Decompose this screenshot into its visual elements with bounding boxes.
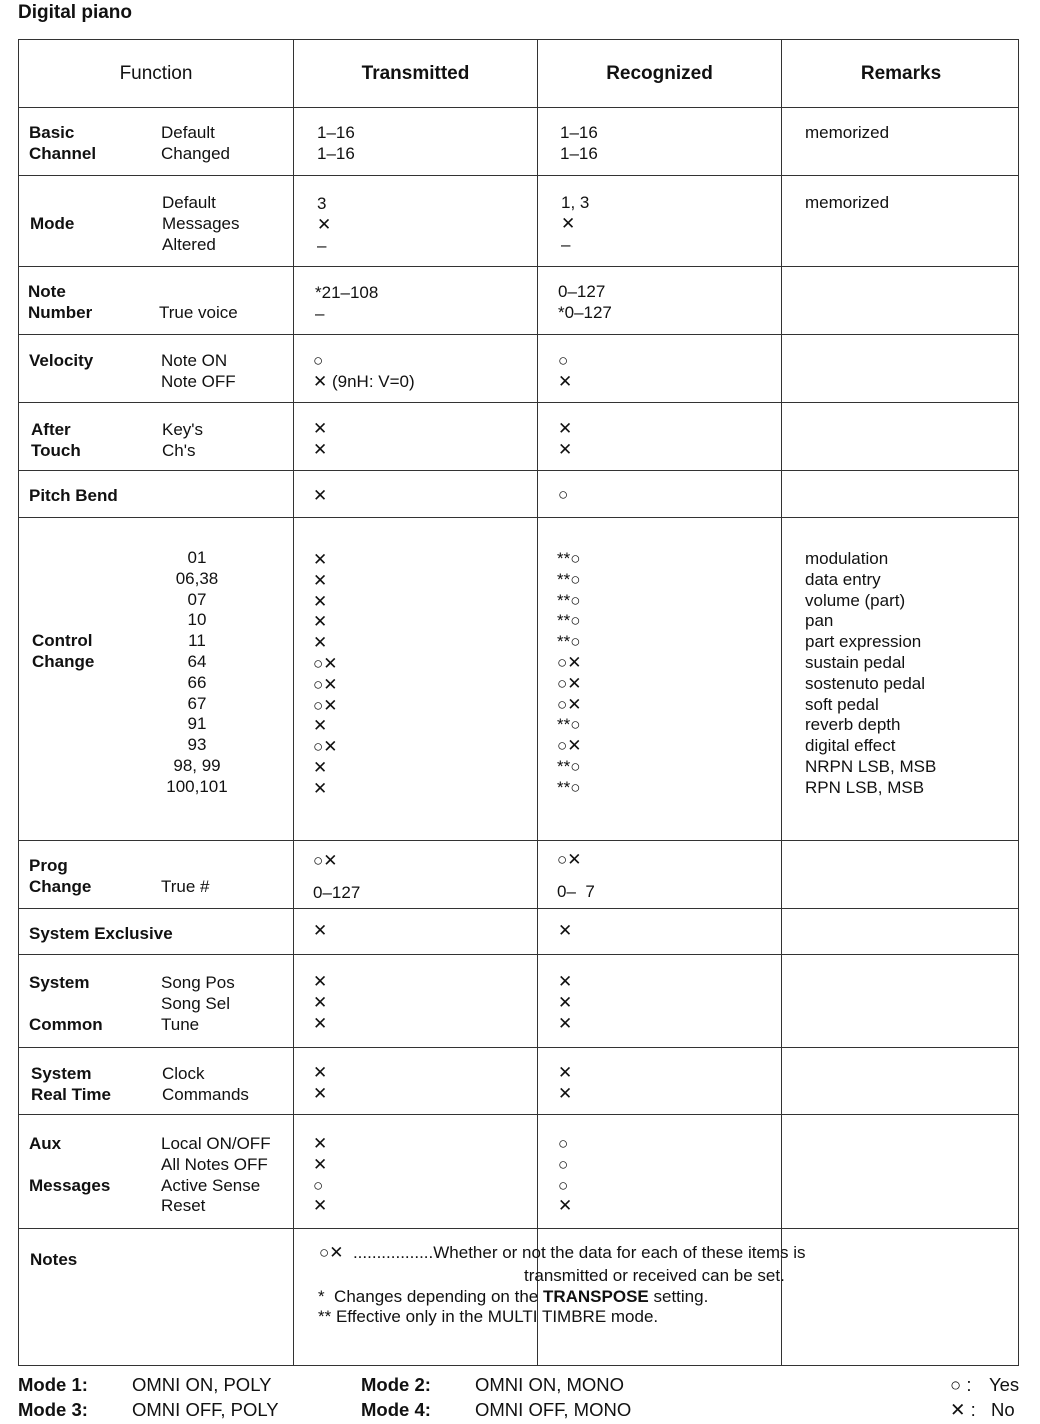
- mode-2-label: Mode 2:: [361, 1374, 431, 1395]
- notes-line-3: [318, 1287, 708, 1308]
- control-change-label: Control Change: [32, 631, 95, 671]
- mode-rx: 1, 3 ✕ –: [561, 193, 590, 254]
- midi-implementation-chart: [18, 39, 1019, 1366]
- velocity-tx: ○ ✕ (9nH: V=0): [313, 351, 415, 391]
- notes-transpose-keyword: TRANSPOSE: [542, 1287, 649, 1306]
- pitch-bend-label: Pitch Bend: [29, 486, 118, 505]
- control-change-numbers: 01 06,38 07 10 11 64 66 67 91 93 98, 99 100,101: [166, 548, 228, 796]
- row-divider: [19, 517, 1018, 518]
- column-divider: [537, 40, 538, 1365]
- row-divider: [19, 1114, 1018, 1115]
- velocity-sub: Note ON Note OFF: [161, 351, 236, 391]
- system-exclusive-label: System Exclusive: [29, 924, 173, 943]
- row-divider: [19, 470, 1018, 471]
- header-transmitted: Transmitted: [361, 63, 470, 84]
- page-title: Digital piano: [18, 2, 132, 23]
- row-divider: [19, 954, 1018, 955]
- prog-change-sub: True #: [161, 877, 210, 896]
- notes-line-3-prefix: * Changes depending on the: [318, 1287, 543, 1306]
- system-exclusive-rx: ✕: [558, 921, 573, 940]
- basic-channel-sub: Default Changed: [161, 123, 231, 163]
- aux-messages-rx: ○ ○ ○ ✕: [558, 1134, 573, 1216]
- system-common-rx: ✕ ✕ ✕: [558, 972, 573, 1033]
- yes-symbol: ○ :: [950, 1374, 972, 1395]
- notes-line-3-suffix: setting.: [648, 1287, 709, 1306]
- system-real-time-rx: ✕ ✕: [558, 1063, 573, 1103]
- aux-messages-tx: ✕ ✕ ○ ✕: [313, 1134, 328, 1216]
- no-label: No: [991, 1399, 1015, 1420]
- header-remarks: Remarks: [860, 63, 942, 84]
- prog-change-tx: ○✕ 0–127: [313, 851, 361, 902]
- pitch-bend-tx: ✕: [313, 486, 328, 505]
- header-function: Function: [119, 63, 193, 84]
- no-symbol: ✕ :: [950, 1399, 976, 1420]
- mode-4-value: OMNI OFF, MONO: [475, 1399, 632, 1420]
- velocity-rx: ○ ✕: [558, 351, 573, 391]
- mode-2-value: OMNI ON, MONO: [475, 1374, 625, 1395]
- pitch-bend-rx: ○: [558, 485, 569, 504]
- prog-change-label: Prog Change: [29, 856, 92, 896]
- mode-label: Mode: [30, 214, 75, 233]
- mode-1-label: Mode 1:: [18, 1374, 88, 1395]
- basic-channel-rx: 1–16 1–16: [560, 123, 598, 163]
- after-touch-sub: Key's Ch's: [162, 420, 204, 460]
- row-divider: [19, 266, 1018, 267]
- control-change-tx: ✕ ✕ ✕ ✕ ✕ ○✕ ○✕ ○✕ ✕ ○✕ ✕ ✕: [313, 550, 338, 798]
- header-recognized: Recognized: [606, 63, 713, 84]
- note-number-sub: True voice: [159, 303, 238, 322]
- mode-tx: 3 ✕ –: [317, 194, 332, 255]
- after-touch-label: After Touch: [31, 420, 81, 460]
- after-touch-tx: ✕ ✕: [313, 419, 328, 459]
- notes-label: Notes: [30, 1250, 78, 1269]
- row-divider: [19, 175, 1018, 176]
- system-common-label: System Common: [29, 973, 103, 1034]
- aux-messages-sub: Local ON/OFF All Notes OFF Active Sense Reset: [161, 1134, 271, 1216]
- row-divider: [19, 908, 1018, 909]
- mode-remarks: memorized: [805, 193, 890, 212]
- system-exclusive-tx: ✕: [313, 921, 328, 940]
- row-divider: [19, 1228, 1018, 1229]
- notes-line-1: ○✕ .................Whether or not the data for each of these items is: [319, 1243, 806, 1262]
- system-common-tx: ✕ ✕ ✕: [313, 972, 328, 1033]
- aux-messages-label: Aux Messages: [29, 1134, 111, 1195]
- row-divider: [19, 402, 1018, 403]
- basic-channel-label: Basic Channel: [29, 123, 97, 163]
- column-divider: [781, 40, 782, 1365]
- note-number-tx: *21–108 –: [315, 283, 379, 323]
- mode-sub: Default Messages Altered: [162, 193, 240, 254]
- control-change-rx: **○ **○ **○ **○ **○ ○✕ ○✕ ○✕ **○ ○✕ **○ **○: [557, 549, 582, 797]
- notes-line-2: transmitted or received can be set.: [524, 1266, 785, 1285]
- mode-1-value: OMNI ON, POLY: [132, 1374, 272, 1395]
- row-divider: [19, 1047, 1018, 1048]
- mode-3-value: OMNI OFF, POLY: [132, 1399, 279, 1420]
- basic-channel-remarks: memorized: [805, 123, 890, 142]
- control-change-remarks: modulation data entry volume (part) pan part expression sustain pedal sostenuto pedal soft pedal reverb depth digital effect NRPN LSB, MSB RPN LSB, MSB: [805, 549, 937, 797]
- system-common-sub: Song Pos Song Sel Tune: [161, 973, 235, 1034]
- mode-3-label: Mode 3:: [18, 1399, 88, 1420]
- prog-change-rx: ○✕ 0– 7: [557, 850, 595, 901]
- note-number-rx: 0–127 *0–127: [558, 282, 612, 322]
- yes-label: Yes: [989, 1374, 1020, 1395]
- system-real-time-sub: Clock Commands: [162, 1064, 249, 1104]
- mode-4-label: Mode 4:: [361, 1399, 431, 1420]
- note-number-label: Note Number: [28, 282, 93, 322]
- velocity-label: Velocity: [29, 351, 94, 370]
- system-real-time-tx: ✕ ✕: [313, 1063, 328, 1103]
- system-real-time-label: System Real Time: [31, 1064, 112, 1104]
- after-touch-rx: ✕ ✕: [558, 419, 573, 459]
- row-divider: [19, 334, 1018, 335]
- basic-channel-tx: 1–16 1–16: [317, 123, 355, 163]
- column-divider: [293, 40, 294, 1365]
- row-divider: [19, 840, 1018, 841]
- notes-line-4: ** Effective only in the MULTI TIMBRE mode.: [318, 1307, 659, 1326]
